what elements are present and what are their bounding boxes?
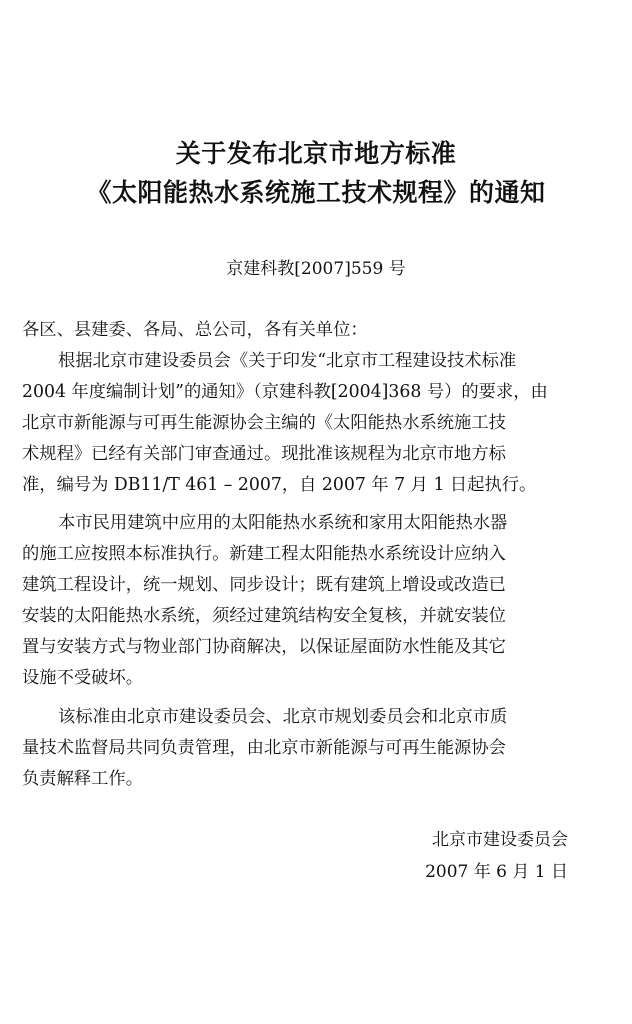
signature-organization: 北京市建设委员会 xyxy=(432,830,568,850)
paragraph-2-line-3: 建筑工程设计，统一规划、同步设计；既有建筑上增设或改造已 xyxy=(22,575,506,595)
paragraph-1-line-3: 北京市新能源与可再生能源协会主编的《太阳能热水系统施工技 xyxy=(22,413,506,433)
paragraph-2-line-6: 设施不受破坏。 xyxy=(22,668,143,688)
paragraph-1-line-5: 准，编号为 DB11/T 461 – 2007，自 2007 年 7 月 1 日起执行。 xyxy=(22,475,537,495)
notice-title-line-1: 关于发布北京市地方标准 xyxy=(175,139,457,168)
paragraph-1-line-4: 术规程》已经有关部门审查通过。现批准该规程为北京市地方标 xyxy=(22,444,506,464)
paragraph-3-line-3: 负责解释工作。 xyxy=(22,769,143,789)
paragraph-1-line-1: 根据北京市建设委员会《关于印发“北京市工程建设技术标准 xyxy=(58,351,517,371)
paragraph-2-line-2: 的施工应按照本标准执行。新建工程太阳能热水系统设计应纳入 xyxy=(22,544,506,564)
document-number: 京建科教[2007]559 号 xyxy=(226,259,406,279)
paragraph-1-line-2: 2004 年度编制计划”的通知》（京建科教[2004]368 号）的要求，由 xyxy=(22,382,548,402)
notice-title-line-2: 《太阳能热水系统施工技术规程》的通知 xyxy=(86,178,546,207)
signature-date: 2007 年 6 月 1 日 xyxy=(425,862,568,882)
paragraph-2-line-4: 安装的太阳能热水系统，须经过建筑结构安全复核，并就安装位 xyxy=(22,606,506,626)
paragraph-2-line-1: 本市民用建筑中应用的太阳能热水系统和家用太阳能热水器 xyxy=(58,513,508,533)
paragraph-3-line-1: 该标准由北京市建设委员会、北京市规划委员会和北京市质 xyxy=(58,707,508,727)
salutation: 各区、县建委、各局、总公司，各有关单位： xyxy=(22,320,368,340)
paragraph-3-line-2: 量技术监督局共同负责管理，由北京市新能源与可再生能源协会 xyxy=(22,738,506,758)
paragraph-2-line-5: 置与安装方式与物业部门协商解决，以保证屋面防水性能及其它 xyxy=(22,637,506,657)
